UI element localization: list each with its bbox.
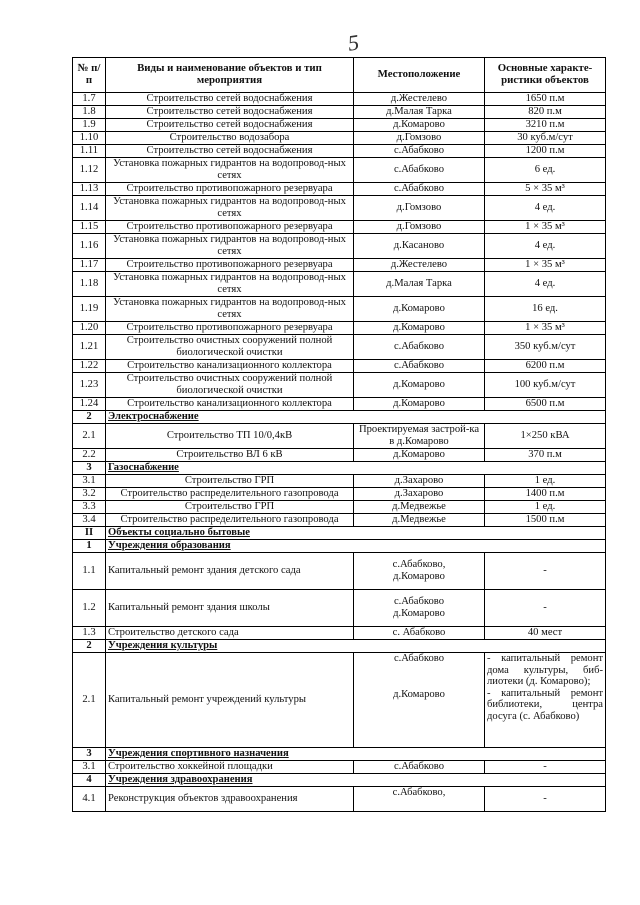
row-value: 1200 п.м — [485, 145, 606, 158]
section-num: 1 — [73, 540, 106, 553]
section-title: Электроснабжение — [106, 411, 606, 424]
row-num: 3.1 — [73, 475, 106, 488]
section-num: 3 — [73, 748, 106, 761]
row-name: Установка пожарных гидрантов на водопровод-ных сетях — [106, 196, 354, 221]
row-value — [485, 653, 606, 748]
row-name: Строительство очистных сооружений полной биологической очистки — [106, 335, 354, 360]
row-value: - — [485, 761, 606, 774]
row-value: 1 ед. — [485, 475, 606, 488]
row-value: 1400 п.м — [485, 488, 606, 501]
row-name: Строительство водозабора — [106, 132, 354, 145]
table-row — [73, 373, 606, 398]
header-num: № п/п — [73, 58, 106, 93]
row-num: 3.1 — [73, 761, 106, 774]
table-row — [73, 761, 606, 774]
table-row — [73, 501, 606, 514]
row-num: 1.11 — [73, 145, 106, 158]
row-name: Строительство ВЛ 6 кВ — [106, 449, 354, 462]
row-name: Строительство сетей водоснабжения — [106, 93, 354, 106]
row-num: 1.24 — [73, 398, 106, 411]
row-value: 1 ед. — [485, 501, 606, 514]
row-value: 820 п.м — [485, 106, 606, 119]
row-value: 1×250 кВА — [485, 424, 606, 449]
row-location: д.Комарово — [354, 297, 485, 322]
row-location: д.Комарово — [354, 373, 485, 398]
row-name: Строительство детского сада — [106, 627, 354, 640]
row-location: с.Абабково, — [354, 787, 485, 812]
row-location: Проектируемая застрой-ка в д.Комарово — [354, 424, 485, 449]
row-location: с.Абабково — [354, 761, 485, 774]
location-line: с.Абабково — [393, 653, 445, 664]
row-value: 4 ед. — [485, 234, 606, 259]
row-num: 1.23 — [73, 373, 106, 398]
row-location: с.Абабково — [354, 360, 485, 373]
row-value: 6200 п.м — [485, 360, 606, 373]
row-location: д.Комарово — [354, 322, 485, 335]
row-location — [354, 590, 485, 627]
table-body — [73, 93, 606, 812]
row-location: д.Жестелево — [354, 93, 485, 106]
table-row — [73, 183, 606, 196]
table-row — [73, 196, 606, 221]
table-row — [73, 259, 606, 272]
header-location: Местоположение — [354, 58, 485, 93]
table-row — [73, 590, 606, 627]
row-value: 1 × 35 м³ — [485, 322, 606, 335]
row-location: д.Малая Тарка — [354, 272, 485, 297]
section-title: Учреждения спортивного назначения — [106, 748, 606, 761]
row-location: д.Захарово — [354, 488, 485, 501]
page-number: 5 — [346, 29, 361, 56]
table-row — [73, 424, 606, 449]
row-num: 2.1 — [73, 653, 106, 748]
table-row — [73, 653, 606, 748]
table-row — [73, 488, 606, 501]
row-value: 40 мест — [485, 627, 606, 640]
row-name: Строительство хоккейной площадки — [106, 761, 354, 774]
row-name: Строительство ТП 10/0,4кВ — [106, 424, 354, 449]
row-name: Строительство ГРП — [106, 475, 354, 488]
section-title: Учреждения культуры — [106, 640, 606, 653]
row-num: 1.19 — [73, 297, 106, 322]
row-name: Строительство сетей водоснабжения — [106, 106, 354, 119]
table-row — [73, 627, 606, 640]
row-num: 3.3 — [73, 501, 106, 514]
row-value: 16 ед. — [485, 297, 606, 322]
section-title: Учреждения здравоохранения — [106, 774, 606, 787]
table-row — [73, 221, 606, 234]
section-row — [73, 462, 606, 475]
row-value: 5 × 35 м³ — [485, 183, 606, 196]
row-num: 4.1 — [73, 787, 106, 812]
row-name: Строительство противопожарного резервуара — [106, 322, 354, 335]
row-name: Капитальный ремонт здания детского сада — [106, 553, 354, 590]
row-name: Установка пожарных гидрантов на водопровод-ных сетях — [106, 272, 354, 297]
row-name: Строительство противопожарного резервуара — [106, 221, 354, 234]
section-row — [73, 411, 606, 424]
row-value: 100 куб.м/сут — [485, 373, 606, 398]
location-line: д.Комарово — [393, 688, 445, 700]
table-row — [73, 787, 606, 812]
table-row — [73, 322, 606, 335]
row-name: Строительство противопожарного резервуара — [106, 259, 354, 272]
row-location: д.Жестелево — [354, 259, 485, 272]
table-row — [73, 272, 606, 297]
row-num: 1.2 — [73, 590, 106, 627]
row-num: 3.4 — [73, 514, 106, 527]
row-location: д.Касаново — [354, 234, 485, 259]
row-name: Строительство распределительного газопровода — [106, 514, 354, 527]
row-num: 1.12 — [73, 158, 106, 183]
row-num: 1.20 — [73, 322, 106, 335]
row-location: с.Абабково — [354, 335, 485, 360]
table-row — [73, 335, 606, 360]
row-value: 30 куб.м/сут — [485, 132, 606, 145]
section-row — [73, 640, 606, 653]
row-name: Установка пожарных гидрантов на водопровод-ных сетях — [106, 158, 354, 183]
row-value: 1650 п.м — [485, 93, 606, 106]
table-row — [73, 475, 606, 488]
section-num: 3 — [73, 462, 106, 475]
row-num: 1.13 — [73, 183, 106, 196]
row-num: 1.15 — [73, 221, 106, 234]
table-row — [73, 158, 606, 183]
location-line: с.Абабково — [393, 596, 445, 608]
header-name: Виды и наименование объектов и тип мероприятия — [106, 58, 354, 93]
row-value: - — [485, 787, 606, 812]
row-value: 6 ед. — [485, 158, 606, 183]
table-row — [73, 106, 606, 119]
row-num: 1.22 — [73, 360, 106, 373]
value-line: - капитальный ремонт дома культуры, биб-лиотеки (д. Комарово); — [487, 653, 603, 688]
table-row — [73, 119, 606, 132]
table-row — [73, 449, 606, 462]
row-location: с.Абабково — [354, 183, 485, 196]
row-num: 1.1 — [73, 553, 106, 590]
table-row — [73, 234, 606, 259]
row-num: 1.10 — [73, 132, 106, 145]
row-location: д.Гомзово — [354, 221, 485, 234]
row-value: 1 × 35 м³ — [485, 259, 606, 272]
row-num: 1.7 — [73, 93, 106, 106]
section-num: 2 — [73, 640, 106, 653]
row-name: Капитальный ремонт учреждений культуры — [106, 653, 354, 748]
row-name: Строительство сетей водоснабжения — [106, 145, 354, 158]
section-title: Газоснабжение — [106, 462, 606, 475]
table-row — [73, 514, 606, 527]
row-location: д.Гомзово — [354, 196, 485, 221]
location-line: д.Комарово — [393, 571, 445, 582]
row-name: Строительство канализационного коллектора — [106, 398, 354, 411]
row-name: Установка пожарных гидрантов на водопровод-ных сетях — [106, 234, 354, 259]
row-location: с.Абабково — [354, 158, 485, 183]
value-line: - капитальный ремонт библиотеки, центра досуга (с. Абабково) — [487, 687, 603, 722]
section-num: II — [73, 527, 106, 540]
row-name: Строительство ГРП — [106, 501, 354, 514]
row-value: 6500 п.м — [485, 398, 606, 411]
row-num: 2.2 — [73, 449, 106, 462]
row-location: д.Комарово — [354, 119, 485, 132]
row-num: 1.17 — [73, 259, 106, 272]
header-characteristics: Основные характе-ристики объектов — [485, 58, 606, 93]
row-value: 370 п.м — [485, 449, 606, 462]
table-header-row — [73, 58, 606, 93]
row-location: д.Захарово — [354, 475, 485, 488]
row-value: - — [485, 553, 606, 590]
row-num: 1.21 — [73, 335, 106, 360]
table-row — [73, 93, 606, 106]
objects-table — [72, 57, 606, 812]
location-line: д.Комарово — [393, 608, 445, 619]
section-title: Учреждения образования — [106, 540, 606, 553]
row-name: Строительство противопожарного резервуара — [106, 183, 354, 196]
row-num: 3.2 — [73, 488, 106, 501]
section-row — [73, 527, 606, 540]
row-value: - — [485, 590, 606, 627]
location-line: с.Абабково, — [392, 559, 446, 571]
row-value: 4 ед. — [485, 272, 606, 297]
row-num: 1.16 — [73, 234, 106, 259]
row-name: Установка пожарных гидрантов на водопровод-ных сетях — [106, 297, 354, 322]
row-num: 1.3 — [73, 627, 106, 640]
row-num: 1.8 — [73, 106, 106, 119]
section-row — [73, 774, 606, 787]
table-row — [73, 553, 606, 590]
row-value: 4 ед. — [485, 196, 606, 221]
row-location: д.Гомзово — [354, 132, 485, 145]
row-location: д.Медвежье — [354, 514, 485, 527]
row-name: Строительство очистных сооружений полной биологической очистки — [106, 373, 354, 398]
row-location — [354, 653, 485, 748]
row-value: 3210 п.м — [485, 119, 606, 132]
row-num: 1.14 — [73, 196, 106, 221]
section-row — [73, 748, 606, 761]
table-row — [73, 145, 606, 158]
row-location: д.Комарово — [354, 398, 485, 411]
row-location: с. Абабково — [354, 627, 485, 640]
row-location: с.Абабково — [354, 145, 485, 158]
row-location: д.Медвежье — [354, 501, 485, 514]
row-num: 1.18 — [73, 272, 106, 297]
row-location — [354, 553, 485, 590]
row-location: д.Комарово — [354, 449, 485, 462]
row-num: 1.9 — [73, 119, 106, 132]
row-location: д.Малая Тарка — [354, 106, 485, 119]
row-name: Строительство сетей водоснабжения — [106, 119, 354, 132]
row-value: 350 куб.м/сут — [485, 335, 606, 360]
section-num: 2 — [73, 411, 106, 424]
row-num: 2.1 — [73, 424, 106, 449]
table-row — [73, 360, 606, 373]
row-name: Строительство распределительного газопровода — [106, 488, 354, 501]
row-value: 1500 п.м — [485, 514, 606, 527]
section-num: 4 — [73, 774, 106, 787]
table-row — [73, 132, 606, 145]
row-name: Реконструкция объектов здравоохранения — [106, 787, 354, 812]
row-name: Капитальный ремонт здания школы — [106, 590, 354, 627]
table-row — [73, 297, 606, 322]
row-name: Строительство канализационного коллектора — [106, 360, 354, 373]
table-row — [73, 398, 606, 411]
row-value: 1 × 35 м³ — [485, 221, 606, 234]
section-row — [73, 540, 606, 553]
section-title: Объекты социально бытовые — [106, 527, 606, 540]
